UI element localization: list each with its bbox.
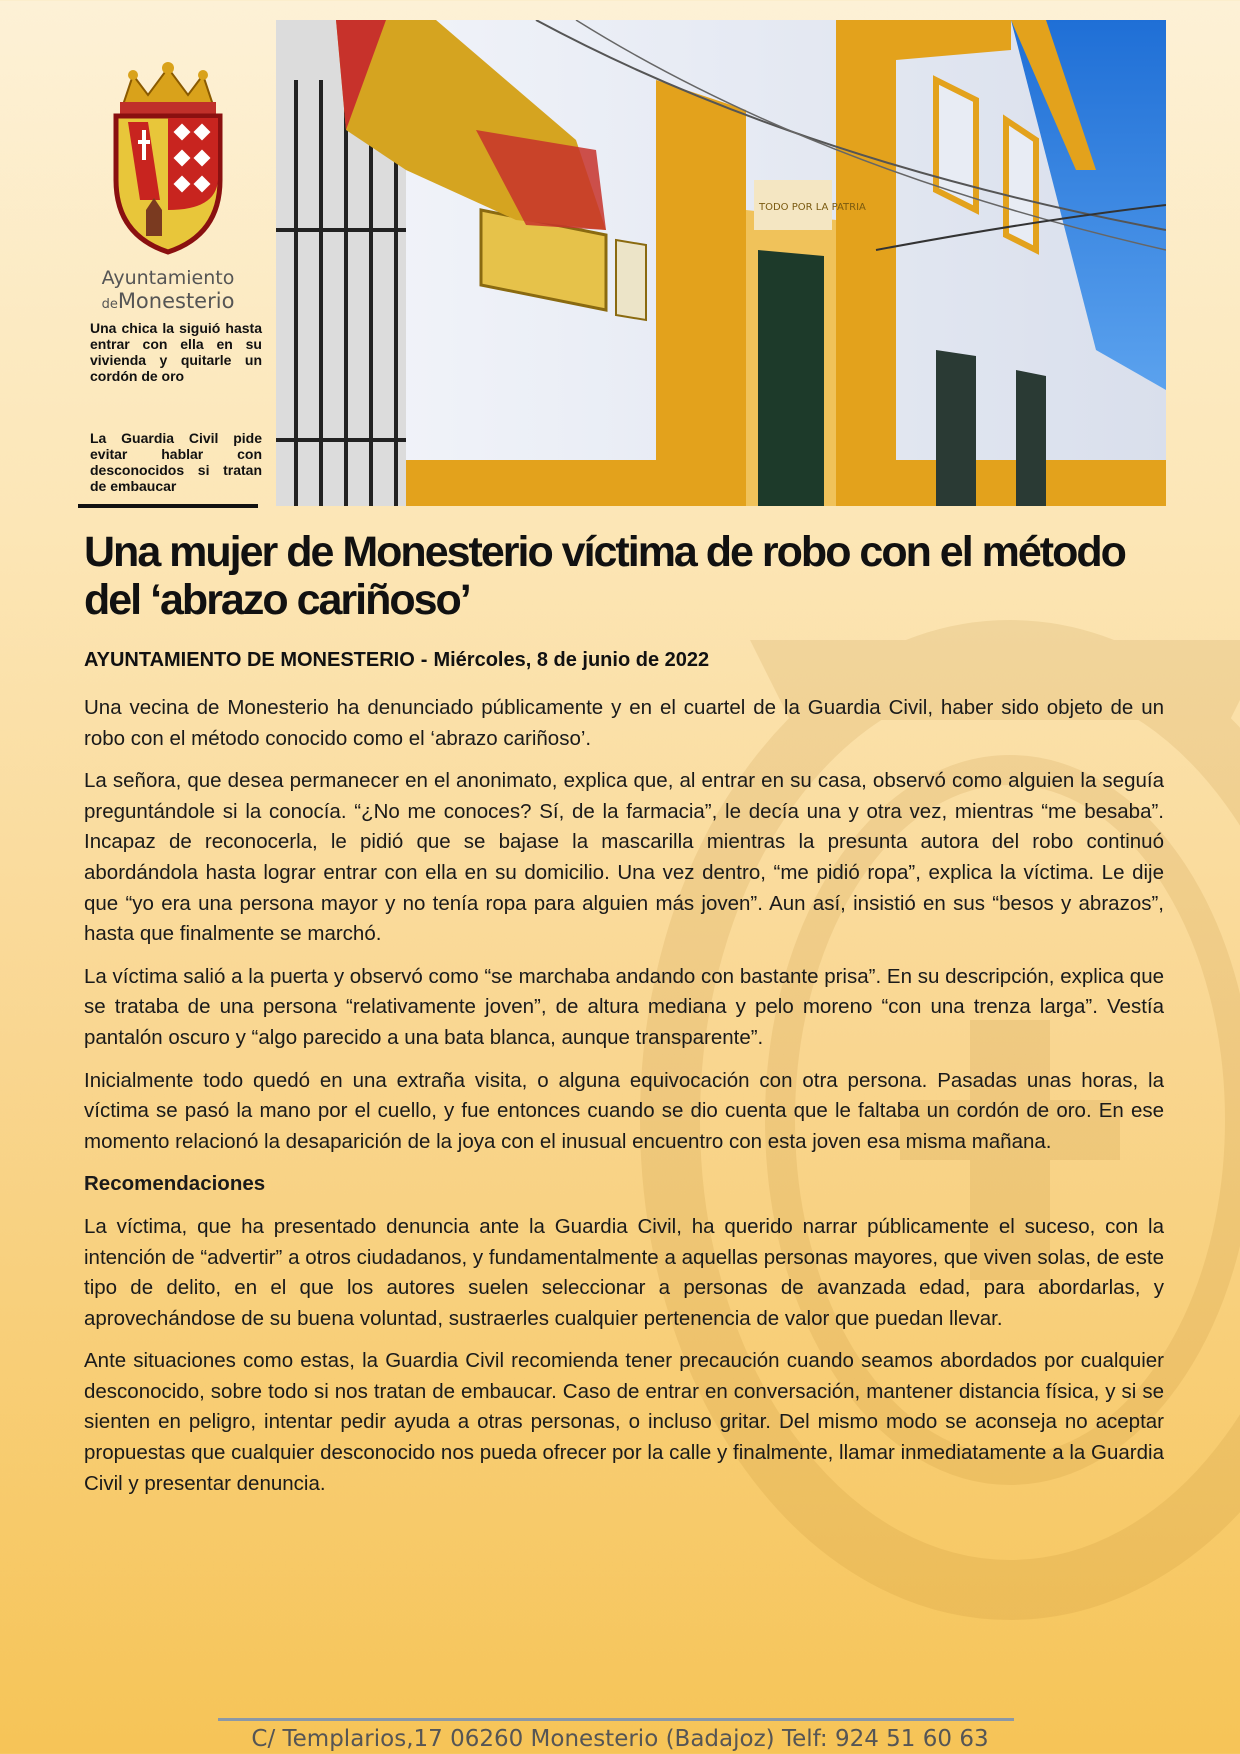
article-paragraph-6: Ante situaciones como estas, la Guardia Civil recomienda tener precaución cuando seamos abordados por cualquier desconocido, sobre todo si nos tratan de embaucar. Caso de entrar en conversación, mantener distancia física, y si se sienten en peligro, intentar pedir ayuda a otras personas, o incluso gritar. Del mismo modo se aconseja no aceptar propuestas que cualquier desconocido nos pueda ofrecer por la calle y finalmente, llamar inmediatamente a la Guardia Civil y presentar denuncia. [84,1349,1164,1495]
article-paragraph-3: La víctima salió a la puerta y observó como “se marchaba andando con bastante prisa”. En su descripción, explica que se trataba de una persona “relativamente joven”, de altura mediana y pelo moreno “con una trenza larga”. Vestía pantalón oscuro y “algo parecido a una bata blanca, aunque transparente”. [84,964,1164,1049]
logo-text-town: Monesterio [117,289,235,313]
building-sign-text: TODO POR LA PATRIA [759,202,866,213]
logo-text-line1: Ayuntamiento [101,267,235,289]
sidebar-blurb-1: Una chica la siguió hasta entrar con ella en su vivienda y quitarle un cordón de oro [90,320,262,384]
sidebar-divider [78,504,258,508]
byline-date: Miércoles, 8 de junio de 2022 [433,649,710,671]
article-body [84,693,1164,1511]
footer-divider [218,1718,1014,1721]
footer-address: C/ Templarios,17 06260 Monesterio (Badajoz) Telf: 924 51 60 63 [251,1726,989,1752]
article-byline [84,648,1174,672]
article-paragraph-5: La víctima, que ha presentado denuncia ante la Guardia Civil, ha querido narrar públicamente el suceso, con la intención de “advertir” a otros ciudadanos, y fundamentalmente a aquellas personas mayores, que viven solas, de este tipo de delito, en el que los autores suelen seleccionar a personas de avanzada edad, para abordarlas, y aprovechándose de su buena voluntad, sustraerles cualquier pertenencia de valor que puedan llevar. [84,1214,1164,1330]
byline-separator: - [420,649,428,671]
byline-source: AYUNTAMIENTO DE MONESTERIO [84,649,415,671]
logo-text-line2 [88,289,248,317]
article-paragraph-1: Una vecina de Monesterio ha denunciado públicamente y en el cuartel de la Guardia Civil, haber sido objeto de un robo con el método conocido como el ‘abrazo cariñoso’. [84,696,1164,750]
building-facade-illustration [276,20,1166,506]
hero-photo [276,20,1166,506]
sidebar-teasers [90,320,262,494]
article-paragraph-2: La señora, que desea permanecer en el anonimato, explica que, al entrar en su casa, observó como alguien la seguía preguntándole si la conocía. “¿No me conoces? Sí, de la farmacia”, le decía una y otra vez, mientras “me besaba”. Incapaz de reconocerla, le pidió que se bajase la mascarilla mientras la presunta autora del robo continuó abordándola hasta lograr entrar con ella en su domicilio. Una vez dentro, “me pidió ropa”, explica la víctima. Le dije que “yo era una persona mayor y no tenía ropa para alguien más joven”. Aun así, insistió en sus “besos y abrazos”, hasta que finalmente se marchó. [84,769,1164,946]
article-headline: Una mujer de Monesterio víctima de robo con el método del ‘abrazo cariñoso’ [84,528,1125,624]
sidebar-blurb-2: La Guardia Civil pide evitar hablar con desconocidos si tratan de embaucar [90,430,262,494]
logo-text-de: de [101,297,118,312]
article-paragraph-4: Inicialmente todo quedó en una extraña visita, o alguna equivocación con otra persona. Pasadas unas horas, la víctima se pasó la mano por el cuello, y fue entonces cuando se dio cuenta que le faltaba un cordón de oro. En ese momento relacionó la desaparición de la joya con el inusual encuentro con esta joven esa misma mañana. [84,1068,1164,1153]
coat-of-arms-icon [98,60,238,260]
municipal-logo [88,60,248,313]
article-subheading: Recomendaciones [84,1172,266,1196]
